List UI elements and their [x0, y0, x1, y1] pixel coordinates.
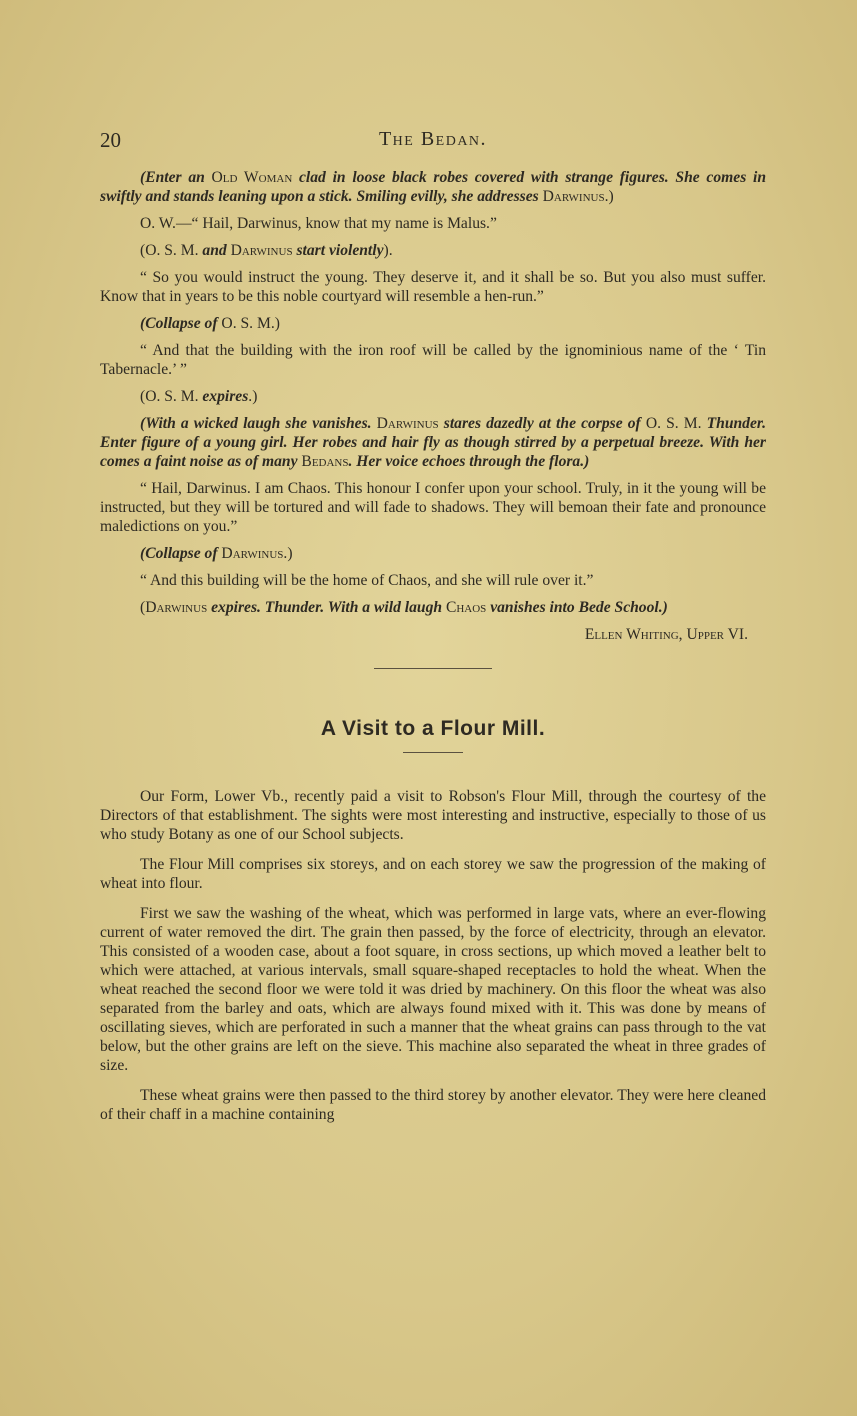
- running-title: The Bedan.: [378, 128, 488, 150]
- dialogue-line: “ Hail, Darwinus. I am Chaos. This honour I confer upon your school. Truly, in it the young will be instructed, but they will be tortured and will fade to shadows. They will bemoan their fate and pronounce maledictions on you.”: [100, 480, 766, 535]
- article-body: [100, 787, 766, 1124]
- page-number: 20: [100, 128, 121, 152]
- stage-direction: (Collapse of O. S. M.): [140, 315, 280, 332]
- title-divider: [403, 752, 463, 753]
- stage-direction: (Collapse of Darwinus.): [140, 545, 293, 562]
- dialogue-line: O. W.—“ Hail, Darwinus, know that my name is Malus.”: [140, 215, 497, 232]
- article-paragraph: The Flour Mill comprises six storeys, and on each storey we saw the progression of the making of wheat into flour.: [100, 856, 766, 892]
- dialogue-line: “ And that the building with the iron roof will be called by the ignominious name of the ‘ Tin Tabernacle.’ ”: [100, 342, 766, 378]
- page-header: [100, 128, 766, 158]
- dialogue-line: “ So you would instruct the young. They deserve it, and it shall be so. But you also must suffer. Know that in years to be this noble courtyard will resemble a hen-run.”: [100, 269, 766, 305]
- stage-direction: (O. S. M. expires.): [140, 388, 258, 405]
- section-divider: [374, 668, 492, 669]
- author-signature: Ellen Whiting, Upper VI.: [584, 626, 748, 643]
- article-paragraph: Our Form, Lower Vb., recently paid a visit to Robson's Flour Mill, through the courtesy of the Directors of that establishment. The sights were most interesting and instructive, especially to those of us who study Botany as one of our School subjects.: [100, 788, 766, 843]
- stage-direction: (With a wicked laugh she vanishes. Darwinus stares dazedly at the corpse of O. S. M. Thunder. Enter figure of a young girl. Her robes and hair fly as though stirred by a perpetual breeze. With her comes a faint noise as of many Bedans. Her voice echoes through the flora.): [100, 415, 766, 470]
- stage-direction: (Darwinus expires. Thunder. With a wild laugh Chaos vanishes into Bede School.): [140, 599, 668, 616]
- article-paragraph: First we saw the washing of the wheat, which was performed in large vats, where an ever-flowing current of water removed the dirt. The grain then passed, by the force of electricity, through an elevator. This consisted of a wooden case, about a foot square, in cross sections, up which moved a leather belt to which were attached, at various intervals, small square-shaped receptacles to hold the wheat. When the wheat reached the second floor we were told it was dried by machinery. On this floor the wheat was also separated from the barley and oats, which are always found mixed with it. This was done by means of oscillating sieves, which are perforated in such a manner that the wheat grains can pass through to the vat below, but the other grains are left on the sieve. This machine also separated the wheat in three grades of size.: [100, 905, 766, 1074]
- article-title: A Visit to a Flour Mill.: [320, 717, 546, 740]
- dialogue-line: “ And this building will be the home of Chaos, and she will rule over it.”: [140, 572, 594, 589]
- page-body: [100, 168, 766, 1135]
- stage-direction: (O. S. M. and Darwinus start violently).: [140, 242, 393, 259]
- stage-direction: (Enter an Old Woman clad in loose black robes covered with strange figures. She comes in swiftly and stands leaning upon a stick. Smiling evilly, she addresses Darwinus.): [100, 169, 767, 205]
- article-paragraph: These wheat grains were then passed to the third storey by another elevator. They were here cleaned of their chaff in a machine containing: [100, 1087, 766, 1123]
